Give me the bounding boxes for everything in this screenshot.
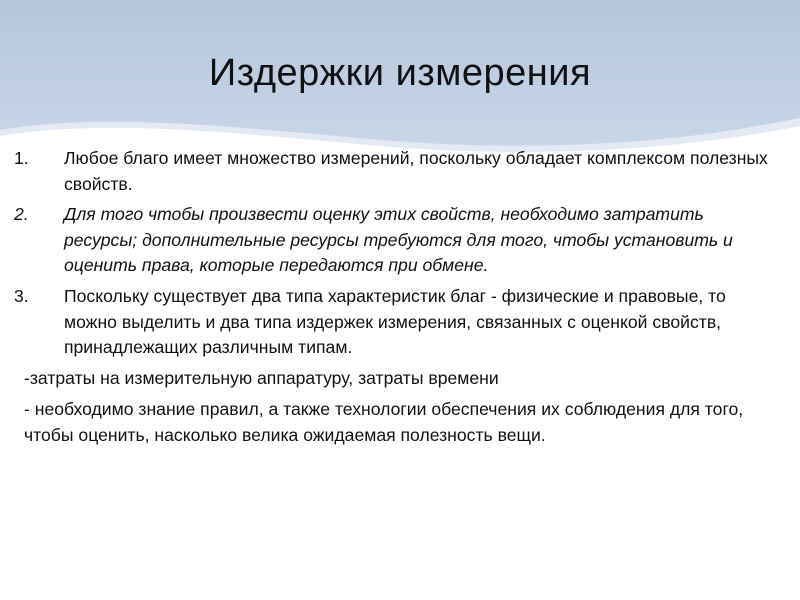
- list-item: [14, 146, 774, 197]
- list-text: Любое благо имеет множество измерений, поскольку обладает комплексом полезных свойств.: [64, 148, 768, 194]
- list-text: Поскольку существует два типа характеристик благ - физические и правовые, то можно выделить и два типа издержек измерения, связанных с оценкой свойств, принадлежащих различным типам.: [64, 285, 726, 358]
- slide-content: [14, 146, 774, 455]
- list-number: 3.: [14, 285, 29, 306]
- note-line: - необходимо знание правил, а также технологии обеспечения их соблюдения для того, чтобы оценить, насколько велика ожидаемая полезность вещи.: [24, 399, 744, 445]
- list-item: [14, 284, 774, 361]
- list-text: Для того чтобы произвести оценку этих свойств, необходимо затратить ресурсы; дополнительные ресурсы требуются для того, чтобы установить и оценить права, которые передаются при обмене.: [64, 204, 733, 276]
- slide-title: Издержки измерения: [208, 52, 592, 94]
- list-number: 2.: [14, 204, 29, 225]
- note-line: -затраты на измерительную аппаратуру, затраты времени: [24, 367, 499, 388]
- list-item: [14, 202, 774, 279]
- list-number: 1.: [14, 148, 29, 168]
